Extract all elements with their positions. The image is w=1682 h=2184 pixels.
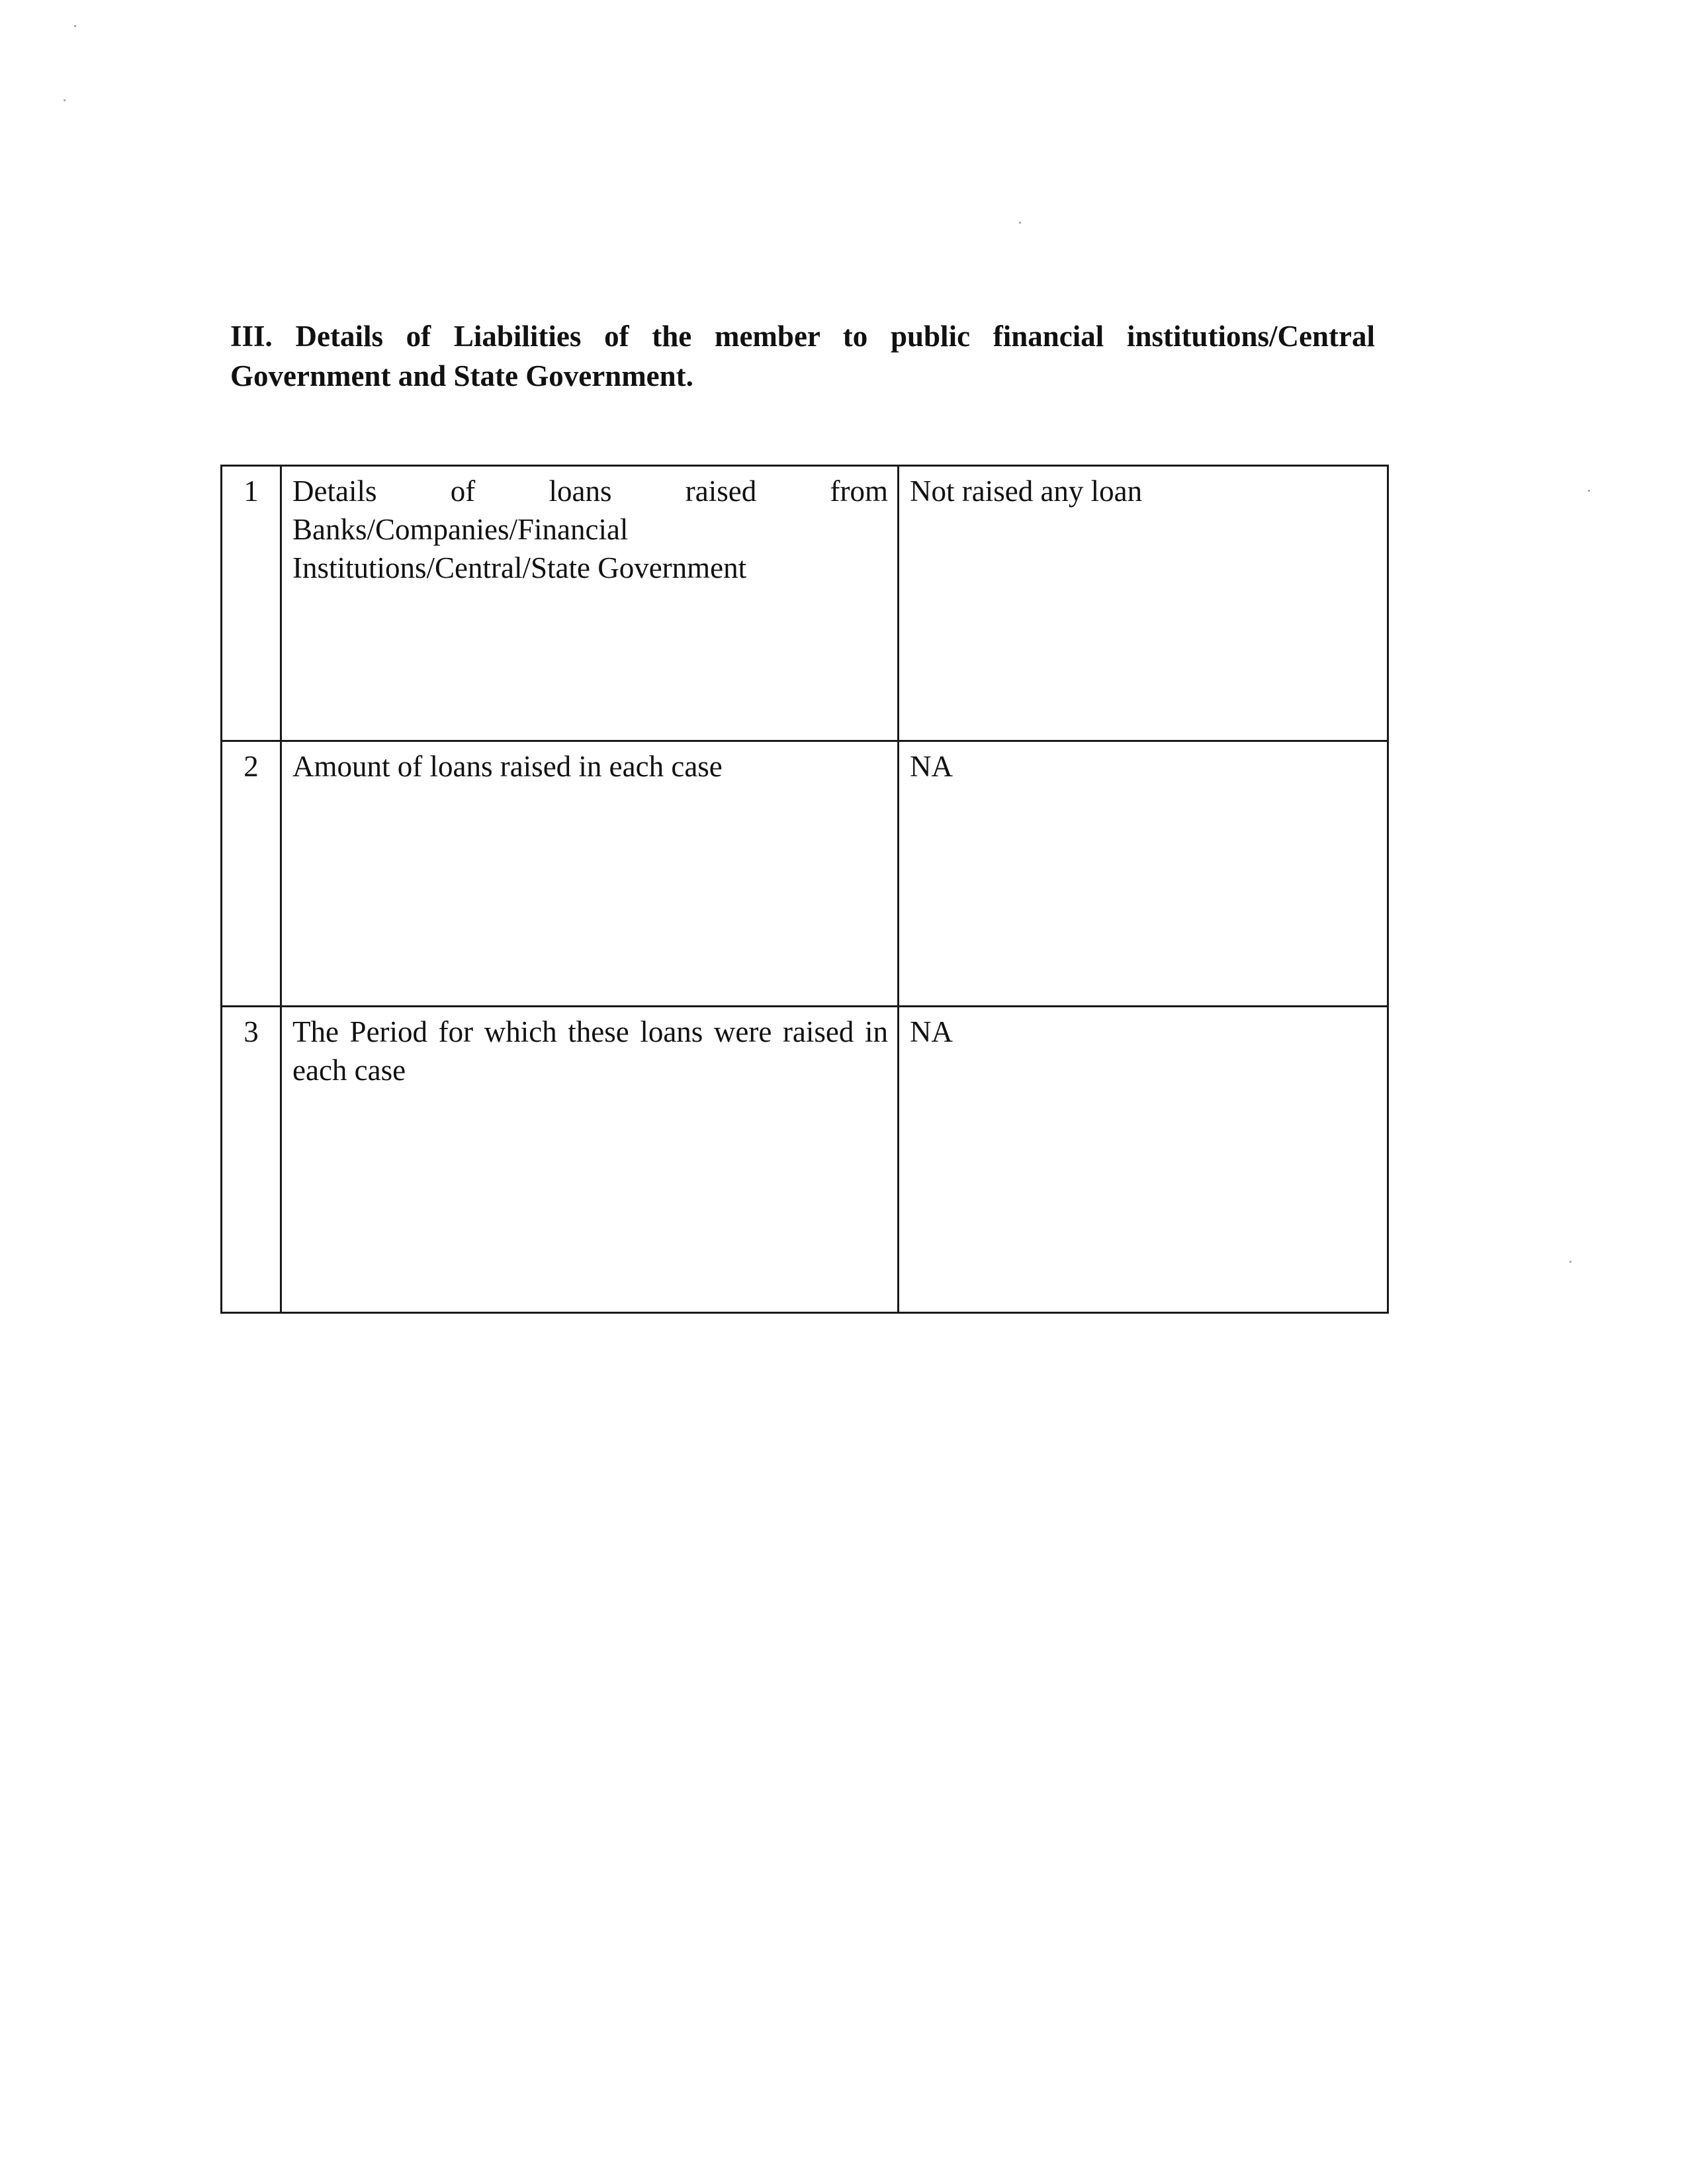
scan-speck [1570, 1261, 1571, 1263]
row-value: NA [899, 1007, 1388, 1313]
row-description: The Period for which these loans were raised in each case [281, 1007, 899, 1313]
row-number: 1 [222, 466, 281, 741]
table-row [222, 1007, 1388, 1313]
liabilities-table [220, 465, 1389, 1314]
scan-speck [1588, 490, 1590, 492]
table-row [222, 741, 1388, 1007]
scan-speck [64, 99, 66, 101]
row-number: 3 [222, 1007, 281, 1313]
row-value: Not raised any loan [899, 466, 1388, 741]
section-heading: III. Details of Liabilities of the member to public financial institutions/Central Government and State Government. [230, 320, 1375, 392]
scan-speck [1019, 222, 1021, 224]
row-description [281, 466, 899, 741]
row-description: Amount of loans raised in each case [281, 741, 899, 1007]
row-value: NA [899, 741, 1388, 1007]
description-line: Details of loans raised from [292, 475, 888, 508]
description-line: Banks/Companies/Financial Institutions/Central/State Government [292, 513, 747, 584]
row-number: 2 [222, 741, 281, 1007]
table-row [222, 466, 1388, 741]
scan-speck [74, 25, 76, 27]
